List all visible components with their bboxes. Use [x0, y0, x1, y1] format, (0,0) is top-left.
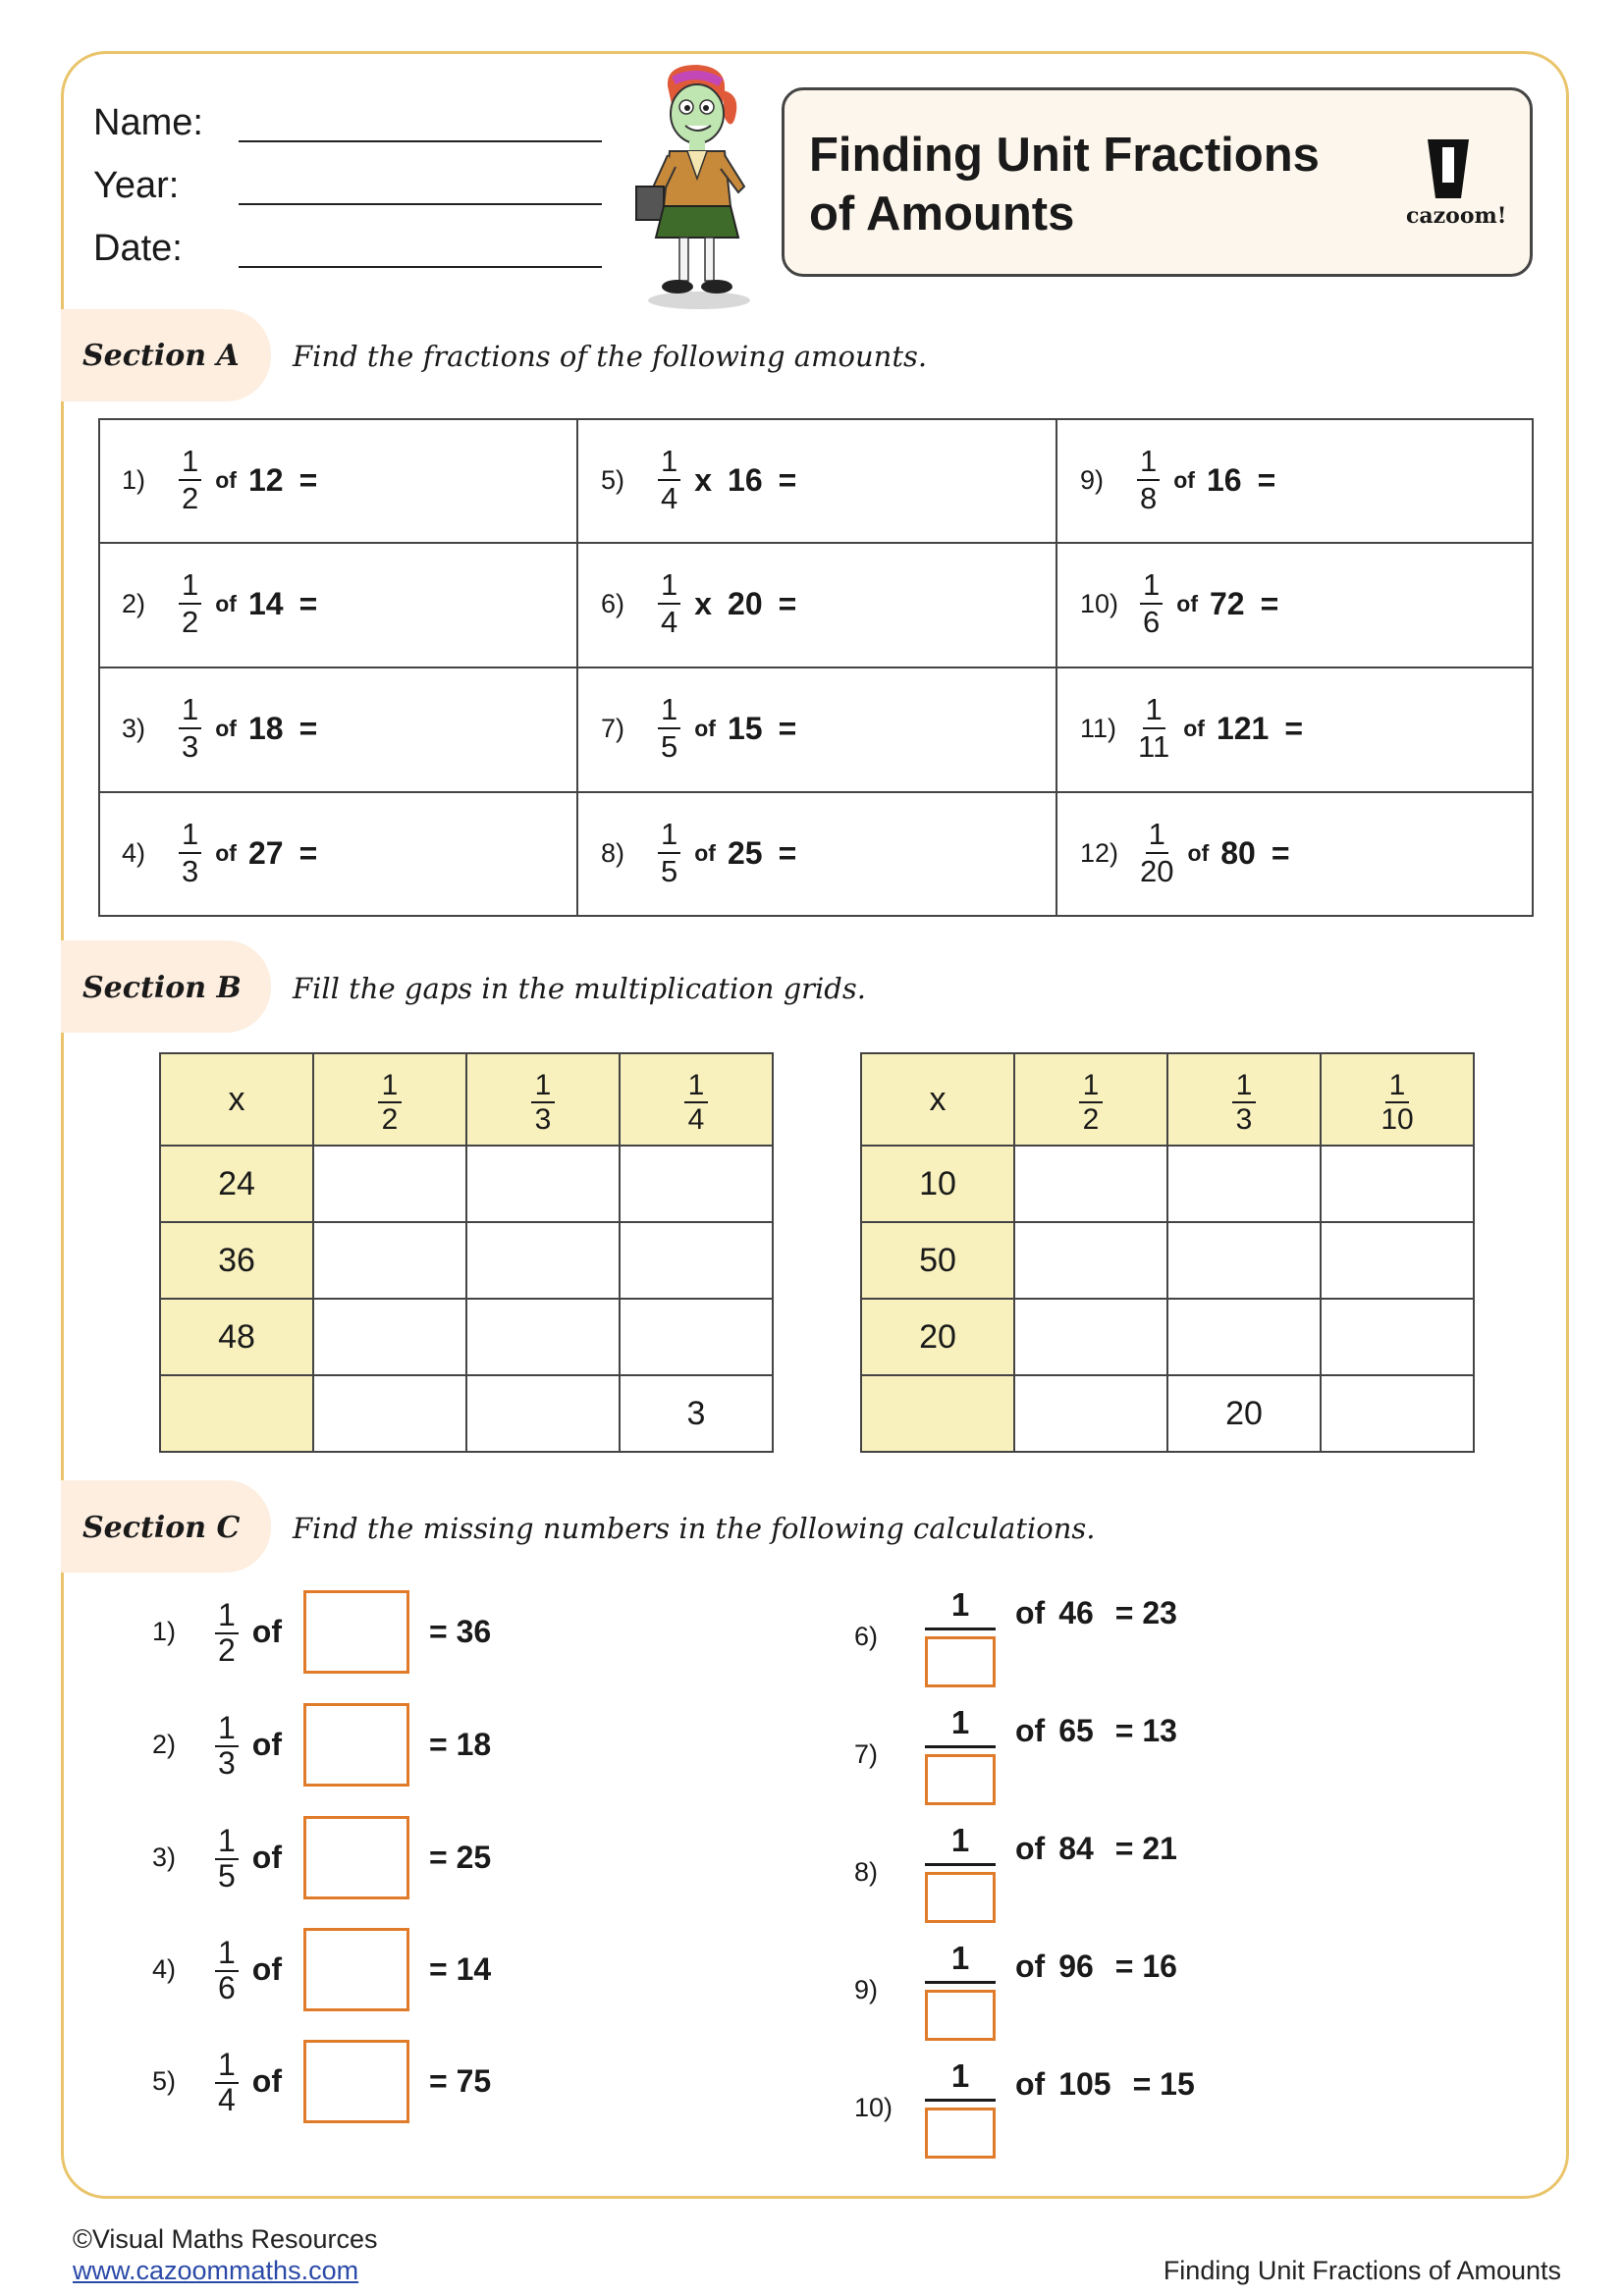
- fraction-numerator: 1: [378, 1070, 403, 1103]
- fraction: [658, 819, 680, 887]
- grid-cell[interactable]: 3: [620, 1375, 773, 1452]
- section-a-question: [122, 667, 317, 790]
- fraction-numerator: 1: [925, 2057, 996, 2102]
- grid-column-header: [466, 1053, 620, 1146]
- fraction-numerator: 1: [179, 446, 201, 481]
- fraction-denominator: 3: [218, 1744, 236, 1781]
- fraction-numerator: 1: [1146, 819, 1168, 854]
- equals-sign: =: [1271, 834, 1290, 871]
- equals-sign: =: [778, 834, 797, 871]
- amount: 12: [247, 461, 284, 498]
- section-a-question: [122, 791, 317, 915]
- grid-cell[interactable]: [1014, 1375, 1167, 1452]
- multiplication-grid-1: [159, 1052, 774, 1453]
- fraction: [179, 569, 201, 638]
- question-number: 1): [122, 464, 146, 495]
- equals-sign: =: [1284, 710, 1304, 746]
- amount: 84: [1058, 1831, 1094, 1866]
- worksheet-title: Finding Unit Fractions of Amounts: [809, 129, 1320, 240]
- section-a-question: [601, 418, 796, 542]
- question-number: 3): [152, 1842, 177, 1872]
- grid-row-header: 10: [861, 1146, 1014, 1222]
- result: = 18: [429, 1727, 492, 1762]
- amount: 65: [1058, 1713, 1094, 1748]
- denominator-answer-box[interactable]: [925, 2108, 996, 2159]
- fraction-numerator: 1: [1137, 446, 1160, 481]
- question-number: 10): [1080, 588, 1119, 618]
- operator: of: [1176, 590, 1198, 616]
- result: = 75: [429, 2063, 492, 2099]
- amount: 25: [727, 834, 763, 871]
- amount: 96: [1058, 1949, 1094, 1984]
- grid-cell[interactable]: [1167, 1146, 1321, 1222]
- year-label: Year:: [93, 165, 180, 206]
- fraction-numerator: 1: [658, 694, 680, 729]
- grid-cell[interactable]: [466, 1299, 620, 1375]
- fraction-numerator: 1: [925, 1704, 996, 1748]
- operator: of: [215, 839, 237, 866]
- amount: 15: [727, 710, 763, 746]
- section-c-question: [854, 1586, 1177, 1687]
- fraction-denominator: 2: [182, 605, 199, 639]
- operator: of: [1173, 466, 1195, 493]
- of-text: of: [1015, 1831, 1046, 1866]
- amount: 18: [247, 710, 284, 746]
- grid-cell[interactable]: [1321, 1299, 1474, 1375]
- fraction: [658, 569, 680, 638]
- grid-row-header: 24: [160, 1146, 313, 1222]
- operator: of: [694, 839, 716, 866]
- grid-row-header: 50: [861, 1222, 1014, 1299]
- grid-cell[interactable]: [313, 1375, 466, 1452]
- amount: 16: [728, 461, 763, 498]
- question-number: 3): [122, 713, 146, 743]
- grid-column-header: [1321, 1053, 1474, 1146]
- question-number: 9): [1080, 464, 1105, 495]
- date-label: Date:: [93, 228, 183, 269]
- of-text: of: [1015, 1713, 1046, 1748]
- question-number: 7): [854, 1739, 879, 1769]
- section-c-question: [854, 1940, 1177, 2041]
- fraction: [925, 1586, 996, 1687]
- fraction-numerator: 1: [179, 819, 201, 854]
- section-c-label: Section C: [82, 1511, 241, 1545]
- fraction: [215, 1709, 239, 1781]
- grid-cell[interactable]: [1167, 1222, 1321, 1299]
- grid-corner: x: [861, 1053, 1014, 1146]
- denominator-answer-box[interactable]: [925, 1990, 996, 2041]
- fraction-numerator: 1: [925, 1822, 996, 1866]
- section-c-question: [854, 1704, 1177, 1805]
- question-number: 8): [601, 837, 625, 868]
- equals-sign: =: [1260, 585, 1279, 621]
- question-number: 8): [854, 1857, 879, 1887]
- section-a-question: [122, 542, 317, 666]
- question-number: 2): [152, 1730, 177, 1759]
- amount: 27: [247, 834, 284, 871]
- section-a-question: [122, 418, 317, 542]
- grid-cell[interactable]: [466, 1375, 620, 1452]
- fraction-numerator: 1: [1232, 1070, 1257, 1103]
- grid-cell[interactable]: [1321, 1222, 1474, 1299]
- section-a-question: [601, 667, 796, 790]
- fraction-numerator: 1: [1140, 569, 1163, 605]
- fraction-numerator: 1: [684, 1070, 709, 1103]
- operator: of: [1187, 839, 1210, 866]
- section-c-question: [152, 1590, 491, 1674]
- section-a-question: [601, 542, 796, 666]
- equals-sign: =: [778, 461, 797, 498]
- section-c-question: [152, 2040, 491, 2123]
- of-text: of: [251, 1727, 282, 1762]
- fraction-denominator: 3: [182, 854, 199, 888]
- fraction-denominator: 4: [661, 481, 678, 515]
- operator: of: [215, 466, 237, 493]
- footer-copyright: ©Visual Maths Resources: [73, 2224, 378, 2254]
- fraction-denominator: 6: [218, 1969, 236, 2005]
- grid-column-header: [313, 1053, 466, 1146]
- grid-row-header: [160, 1375, 313, 1452]
- fraction: [1137, 446, 1160, 514]
- grid-column-header: [620, 1053, 773, 1146]
- question-number: 12): [1080, 837, 1119, 868]
- section-a-instruction: Find the fractions of the following amounts.: [293, 340, 928, 373]
- fraction: [179, 694, 201, 763]
- fraction-numerator: 1: [179, 694, 201, 729]
- section-b-instruction: Fill the gaps in the multiplication grids.: [293, 972, 866, 1005]
- operator: of: [1183, 715, 1205, 741]
- denominator-answer-box[interactable]: [925, 1872, 996, 1923]
- fraction: [658, 446, 680, 514]
- fraction: [925, 2057, 996, 2159]
- of-text: of: [1015, 1595, 1046, 1630]
- grid-cell[interactable]: [620, 1222, 773, 1299]
- fraction: [215, 2046, 239, 2117]
- fraction-denominator: 20: [1140, 854, 1174, 888]
- grid-row-header: 36: [160, 1222, 313, 1299]
- amount: 20: [728, 585, 763, 621]
- fraction: [658, 694, 680, 763]
- grid-column-header: [1167, 1053, 1321, 1146]
- equals-sign: =: [298, 834, 318, 871]
- answer-box[interactable]: [303, 2040, 409, 2123]
- section-c-question: [854, 2057, 1195, 2159]
- of-text: of: [251, 1951, 282, 1987]
- section-c-instruction: Find the missing numbers in the following calculations.: [293, 1512, 1096, 1545]
- answer-box[interactable]: [303, 1928, 409, 2011]
- question-number: 2): [122, 588, 146, 618]
- section-c-question: [152, 1703, 491, 1787]
- grid-cell[interactable]: [313, 1299, 466, 1375]
- grid-cell[interactable]: [1014, 1222, 1167, 1299]
- grid-corner: x: [160, 1053, 313, 1146]
- fraction-numerator: 1: [215, 1712, 239, 1747]
- question-number: 11): [1080, 713, 1117, 743]
- girl-illustration-icon: [628, 61, 766, 312]
- amount: 80: [1220, 834, 1256, 871]
- question-number: 4): [152, 1954, 177, 1984]
- name-field[interactable]: [239, 140, 602, 142]
- of-text: of: [1015, 1949, 1046, 1984]
- question-number: 7): [601, 713, 625, 743]
- fraction-numerator: 1: [179, 569, 201, 605]
- grid-cell[interactable]: [1167, 1299, 1321, 1375]
- grid-column-header: [1014, 1053, 1167, 1146]
- grid-cell[interactable]: [1321, 1146, 1474, 1222]
- equals-sign: =: [298, 710, 318, 746]
- fraction-denominator: 3: [534, 1102, 552, 1136]
- footer-link[interactable]: www.cazoommaths.com: [73, 2256, 359, 2285]
- answer-box[interactable]: [303, 1816, 409, 1899]
- denominator-answer-box[interactable]: [925, 1636, 996, 1687]
- answer-box[interactable]: [303, 1590, 409, 1674]
- footer-title: Finding Unit Fractions of Amounts: [1163, 2256, 1561, 2285]
- name-label: Name:: [93, 102, 203, 143]
- of-text: of: [251, 1840, 282, 1875]
- fraction-denominator: 11: [1138, 729, 1170, 764]
- question-number: 9): [854, 1975, 879, 2004]
- answer-box[interactable]: [303, 1703, 409, 1787]
- amount: 121: [1216, 710, 1270, 746]
- section-a-question: [1080, 418, 1275, 542]
- equals-sign: =: [778, 585, 797, 621]
- cazoom-logo-icon: [1426, 137, 1471, 200]
- fraction-numerator: 1: [658, 446, 680, 481]
- fraction-numerator: 1: [658, 819, 680, 854]
- equals-sign: =: [778, 710, 797, 746]
- fraction: [179, 819, 201, 887]
- fraction: [215, 1822, 239, 1894]
- question-number: 5): [152, 2066, 177, 2096]
- section-a-question: [1080, 542, 1278, 666]
- question-number: 5): [601, 464, 625, 495]
- fraction-numerator: 1: [215, 1937, 239, 1972]
- grid-cell[interactable]: [620, 1146, 773, 1222]
- fraction-denominator: 2: [381, 1102, 399, 1136]
- fraction: [925, 1704, 996, 1805]
- fraction-denominator: 3: [1235, 1102, 1253, 1136]
- result: = 36: [429, 1614, 492, 1649]
- result: = 14: [429, 1951, 492, 1987]
- fraction-denominator: 2: [1082, 1102, 1100, 1136]
- section-a-question: [601, 791, 796, 915]
- grid-cell[interactable]: [466, 1146, 620, 1222]
- amount: 14: [247, 585, 284, 621]
- of-text: of: [1015, 2066, 1046, 2102]
- fraction-denominator: 5: [661, 854, 678, 888]
- fraction: [925, 1822, 996, 1923]
- fraction-numerator: 1: [658, 569, 680, 605]
- of-text: of: [251, 2063, 282, 2099]
- fraction-denominator: 10: [1380, 1102, 1414, 1136]
- cazoom-logo-text: cazoom!: [1406, 203, 1507, 229]
- amount: 16: [1206, 461, 1242, 498]
- result: = 23: [1114, 1595, 1177, 1630]
- fraction-denominator: 3: [182, 729, 199, 764]
- fraction-numerator: 1: [215, 1825, 239, 1860]
- grid-cell[interactable]: [1321, 1375, 1474, 1452]
- amount: 105: [1058, 2066, 1111, 2102]
- equals-sign: =: [298, 461, 318, 498]
- grid-row-header: 20: [861, 1299, 1014, 1375]
- date-field[interactable]: [239, 266, 602, 268]
- result: = 13: [1114, 1713, 1177, 1748]
- fraction-denominator: 6: [1143, 605, 1161, 639]
- question-number: 6): [854, 1622, 879, 1651]
- grid-cell[interactable]: [313, 1222, 466, 1299]
- fraction: [215, 1934, 239, 2005]
- fraction-numerator: 1: [1079, 1070, 1104, 1103]
- result: = 16: [1114, 1949, 1177, 1984]
- denominator-answer-box[interactable]: [925, 1754, 996, 1805]
- fraction-denominator: 4: [687, 1102, 705, 1136]
- question-number: 10): [854, 2093, 893, 2122]
- fraction-denominator: 8: [1140, 481, 1158, 515]
- multiplication-grid-2: [860, 1052, 1475, 1453]
- fraction-numerator: 1: [925, 1586, 996, 1630]
- fraction-numerator: 1: [531, 1070, 556, 1103]
- grid-cell[interactable]: [313, 1146, 466, 1222]
- fraction-denominator: 5: [218, 1857, 236, 1894]
- operator: of: [215, 715, 237, 741]
- year-field[interactable]: [239, 203, 602, 205]
- fraction-denominator: 2: [182, 481, 199, 515]
- section-b-label: Section B: [82, 971, 242, 1005]
- grid-cell[interactable]: [466, 1222, 620, 1299]
- fraction-numerator: 1: [1143, 694, 1165, 729]
- result: = 15: [1132, 2066, 1195, 2102]
- fraction: [215, 1596, 239, 1668]
- fraction-denominator: 5: [661, 729, 678, 764]
- fraction: [1140, 819, 1173, 887]
- result: = 25: [429, 1840, 492, 1875]
- fraction-numerator: 1: [1385, 1070, 1410, 1103]
- grid-row-header: [861, 1375, 1014, 1452]
- equals-sign: =: [1257, 461, 1276, 498]
- result: = 21: [1114, 1831, 1177, 1866]
- fraction-denominator: 4: [218, 2081, 236, 2117]
- amount: 72: [1210, 585, 1245, 621]
- section-a-question: [1080, 667, 1303, 790]
- section-a-question: [1080, 791, 1290, 915]
- fraction-numerator: 1: [215, 1599, 239, 1634]
- operator: of: [215, 590, 237, 616]
- fraction: [925, 1940, 996, 2041]
- fraction: [1138, 694, 1169, 763]
- question-number: 6): [601, 588, 625, 618]
- operator: x: [694, 585, 713, 621]
- fraction-denominator: 4: [661, 605, 678, 639]
- equals-sign: =: [298, 585, 318, 621]
- section-c-question: [152, 1816, 491, 1899]
- grid-cell[interactable]: [1014, 1299, 1167, 1375]
- question-number: 4): [122, 837, 146, 868]
- fraction: [179, 446, 201, 514]
- fraction: [1140, 569, 1163, 638]
- fraction-denominator: 2: [218, 1631, 236, 1668]
- grid-row-header: 48: [160, 1299, 313, 1375]
- question-number: 1): [152, 1617, 177, 1646]
- section-c-question: [854, 1822, 1177, 1923]
- grid-cell[interactable]: [1014, 1146, 1167, 1222]
- operator: x: [694, 461, 713, 498]
- section-c-question: [152, 1928, 491, 2011]
- fraction-numerator: 1: [925, 1940, 996, 1984]
- fraction-numerator: 1: [215, 2049, 239, 2084]
- amount: 46: [1058, 1595, 1094, 1630]
- grid-cell[interactable]: [620, 1299, 773, 1375]
- operator: of: [694, 715, 716, 741]
- grid-cell[interactable]: 20: [1167, 1375, 1321, 1452]
- section-a-label: Section A: [82, 339, 240, 373]
- of-text: of: [251, 1614, 282, 1649]
